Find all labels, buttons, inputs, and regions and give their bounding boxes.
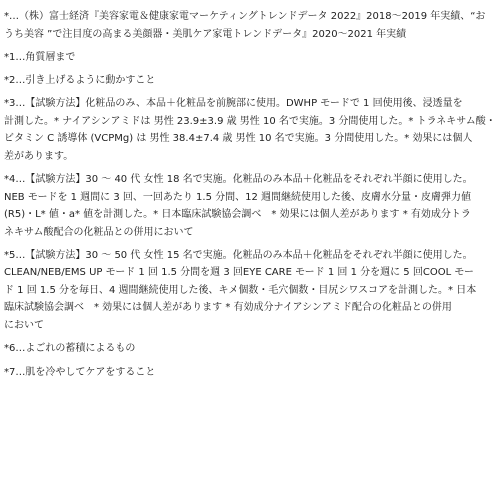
footnote-line: *…（株）富士経済『美容家電＆健康家電マーケティングトレンドデータ 2022』2018〜2019 年実績、“お xyxy=(4,11,486,22)
footnote-line: において xyxy=(4,319,44,331)
footnote-line: ビタミン C 誘導体 (VCPMg) は 男性 38.4±7.4 歳 男性 10 名で実施。3 分間使用した。* 効果には個人 xyxy=(4,133,473,145)
footnotes-document xyxy=(4,8,500,387)
footnote-4 xyxy=(4,171,500,241)
footnote-line: (R5)・L* 値・a* 値を計測した。* 日本臨床試験協会調べ * 効果には個人差があります * 有効成分トラ xyxy=(4,209,471,221)
footnote-line: *1…角質層まで xyxy=(4,51,76,63)
footnote-line: *5…【試験方法】30 〜 50 代 女性 15 名で実施。化粧品のみ本品＋化粧品をそれぞれ半顔に使用した。 xyxy=(4,249,473,261)
footnote-line: うち美容 ”で注目度の高まる美顔器・美肌ケア家電トレンドデータ』2020〜2021 年実績 xyxy=(4,28,407,40)
footnote-line: NEB モードを 1 週間に 3 回、一回あたり 1.5 分間、12 週間継続使用した後、皮膚水分量・皮膚弾力値 xyxy=(4,191,472,203)
footnote-6 xyxy=(4,340,500,358)
footnote-line: 臨床試験協会調べ * 効果には個人差があります * 有効成分ナイアシンアミド配合の化粧品との併用 xyxy=(4,302,452,314)
footnote-line: *4…【試験方法】30 〜 40 代 女性 18 名で実施。化粧品のみ本品＋化粧品をそれぞれ半顔に使用した。 xyxy=(4,174,473,186)
footnote-line: *2…引き上げるように動かすこと xyxy=(4,75,156,87)
footnote-line: 計測した。* ナイアシンアミドは 男性 23.9±3.9 歳 男性 10 名で実施。3 分間使用した。* トラネキサム酸・ xyxy=(4,115,496,127)
footnote-line: *3…【試験方法】化粧品のみ、本品＋化粧品を前腕部に使用。DWHP モードで 1 回使用後、浸透量を xyxy=(4,98,463,110)
footnote-3 xyxy=(4,95,500,165)
footnote-7 xyxy=(4,364,500,382)
footnote-2 xyxy=(4,72,500,90)
footnote-line: ネキサム酸配合の化粧品との併用において xyxy=(4,226,194,238)
footnote-line: CLEAN/NEB/EMS UP モード 1 回 1.5 分間を週 3 回EYE CARE モード 1 回 1 分を週に 5 回COOL モー xyxy=(4,267,474,279)
footnote-line: *7…肌を冷やしてケアをすること xyxy=(4,366,156,378)
footnote-line: *6…よごれの蓄積によるもの xyxy=(4,343,136,355)
footnote-5 xyxy=(4,247,500,335)
footnote-line: ド 1 回 1.5 分を毎日、4 週間継続使用した後、キメ個数・毛穴個数・目尻シワスコアを計測した。* 日本 xyxy=(4,284,477,296)
footnote-line: 差があります。 xyxy=(4,150,74,162)
footnote-1 xyxy=(4,49,500,67)
footnote-intro xyxy=(4,8,500,43)
